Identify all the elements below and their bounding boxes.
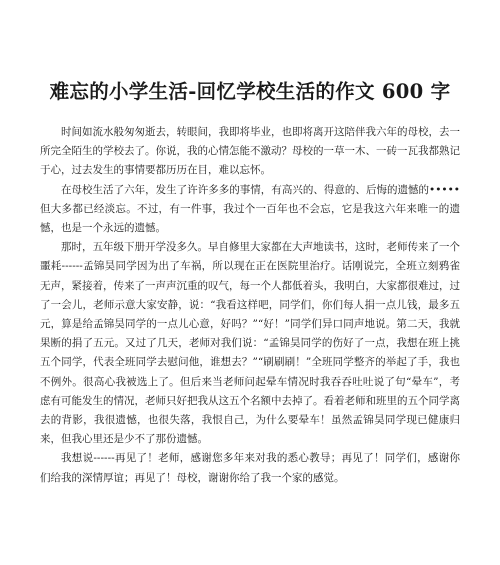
paragraph-story: 那时，五年级下册开学没多久。早自修里大家都在大声地读书，这时，老师传来了一个噩耗------孟锦昊同学因为出了车祸，所以现在正在医院里治疗。话刚说完，全班立刻鸦雀无声，紧接着，传来了一声声沉重的叹气，每一个人都低着头，我明白，大家都很难过，过了一会儿，老师示意大家安静，说：“我看这样吧，同学们，你们每人捐一点儿钱，最多五元，算是给孟锦昊同学的一点儿心意，好吗？”“好！”同学们异口同声地说。第二天，我就果断的捐了五元。又过了几天，老师对我们说：“孟锦昊同学的伤好了一点，我想在班上挑五个同学，代表全班同学去慰问他，谁想去？”“刷刷刷！”全班同学整齐的举起了手，我也不例外。很高心我被选上了。但后来当老师问起晕车情况时我吞吞吐吐说了句“晕车”，考虑有可能发生的情况，老师只好把我从这五个名额中去掉了。看着老师和班里的五个同学离去的背影，我很遗憾，也很失落，我恨自己，为什么要晕车！虽然孟锦昊同学现已健康归来，但我心里还是少不了那份遗憾。 [40,241,460,446]
document-body [40,123,460,488]
paragraph-farewell: 我想说------再见了！老师，感谢您多年来对我的悉心教导；再见了！同学们，感谢你们给我的深情厚谊；再见了！母校，谢谢你给了我一个家的感觉。 [40,452,460,484]
document-title: 难忘的小学生活-回忆学校生活的作文 600 字 [49,80,451,103]
paragraph-intro: 时间如流水般匆匆逝去，转眼间，我即将毕业，也即将离开这陪伴我六年的母校，去一所完全陌生的学校去了。你说，我的心情怎能不激动？母校的一草一木、一砖一瓦我都熟记于心，过去发生的事情要都历历在目，难以忘怀。 [40,126,460,177]
paragraph-regret: 在母校生活了六年，发生了许许多多的事情，有高兴的、得意的、后悔的遗憾的•••••但大多都已经淡忘。不过，有一件事，我过个一百年也不会忘，它是我这六年来唯一的遗憾，也是一个永远的遗憾。 [40,183,460,235]
